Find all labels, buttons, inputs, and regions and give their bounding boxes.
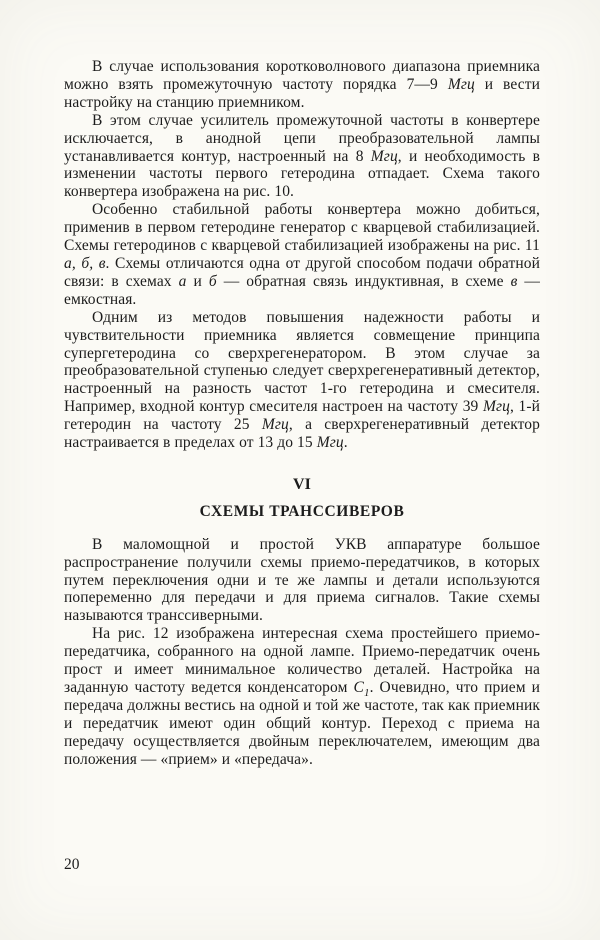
italic-run: Мгц: [482, 398, 510, 416]
italic-run: в: [510, 272, 518, 290]
italic-run: б: [208, 272, 217, 290]
italic-run: Мгц: [316, 434, 344, 452]
page-text: [64, 58, 540, 769]
text-run: — обратная связь индуктивная, в схеме: [216, 272, 511, 290]
text-run: — емкостная.: [64, 272, 540, 308]
text-run: . Очевидно, что прием и передача должны вестись на одной и той же частоте, так как приемник и передатчик имеют один общий контур. Переход с приема на передачу осуществляется двойным переключателем, имеющим два положения — «прием» и «передача».: [64, 679, 541, 768]
text-run: .: [343, 434, 348, 452]
text-run: , и необходимость в изменении частоты первого гетеродина отпадает. Схема такого конвертера изображена на рис. 10.: [64, 147, 541, 201]
paragraph: [64, 112, 540, 202]
paragraph: [64, 58, 540, 112]
section-title-heading: СХЕМЫ ТРАНССИВЕРОВ: [199, 502, 405, 520]
text-run: и: [186, 272, 209, 290]
italic-run: а: [178, 272, 187, 290]
italic-run: C: [353, 679, 364, 696]
paragraph: [64, 201, 540, 308]
italic-run: Мгц: [447, 75, 475, 93]
section-number-heading: VI: [293, 475, 311, 493]
text-run: , 1-й гетеродин на частоту 25: [64, 398, 540, 434]
text-run: На рис. 12 изображена интересная схема простейшего приемо-передатчика, собранного на одной лампе. Приемо-передатчик очень прост и имеет минимальное количество деталей. Настройка на заданную частоту ведется конденсатором: [64, 625, 540, 696]
paragraph: [64, 536, 540, 626]
text-run: . Схемы отличаются одна от другой способом подачи обратной связи: в схемах: [64, 254, 540, 290]
text-run: В маломощной и простой УКВ аппаратуре большое распространение получили схемы приемо-передатчиков, в которых путем переключения одни и те же лампы и детали используются попеременно для передачи и для приема сигналов. Такие схемы называются транссиверными.: [64, 535, 540, 625]
page-number: 20: [64, 856, 80, 873]
italic-run: а, б, в: [64, 254, 106, 272]
text-run: Одним из методов повышения надежности работы и чувствительности приемника является совмещение принципа супергетеродина со сверхрегенератором. В этом случае за преобразовательной ступенью следует сверхрегенеративный детектор, настроенный на разность частот 1-го гетеродина и смесителя. Например, входной контур смесителя настроен на частоту 39: [64, 308, 540, 416]
text-run: Особенно стабильной работы конвертера можно добиться, применив в первом гетеродине генератор с кварцевой стабилизацией. Схемы гетеродинов с кварцевой стабилизацией изображены на рис. 11: [64, 201, 540, 255]
italic-run: Мгц: [261, 416, 289, 434]
text-run: В этом случае усилитель промежуточной частоты в конвертере исключается, в анодной цепи преобразовательной лампы устанавливается контур, настроенный на 8: [64, 111, 540, 165]
italic-run: Мгц: [370, 147, 398, 165]
paragraph: [64, 625, 540, 768]
text-run: , а сверхрегенеративный детектор настраивается в пределах от 13 до 15: [64, 416, 540, 452]
text-run: В случае использования коротковолнового диапазона приемника можно взять промежуточную частоту порядка 7—9: [64, 58, 540, 93]
text-run: и вести настройку на станцию приемником.: [64, 75, 540, 111]
italic-run: 1: [363, 687, 370, 700]
paragraph: [64, 309, 540, 452]
